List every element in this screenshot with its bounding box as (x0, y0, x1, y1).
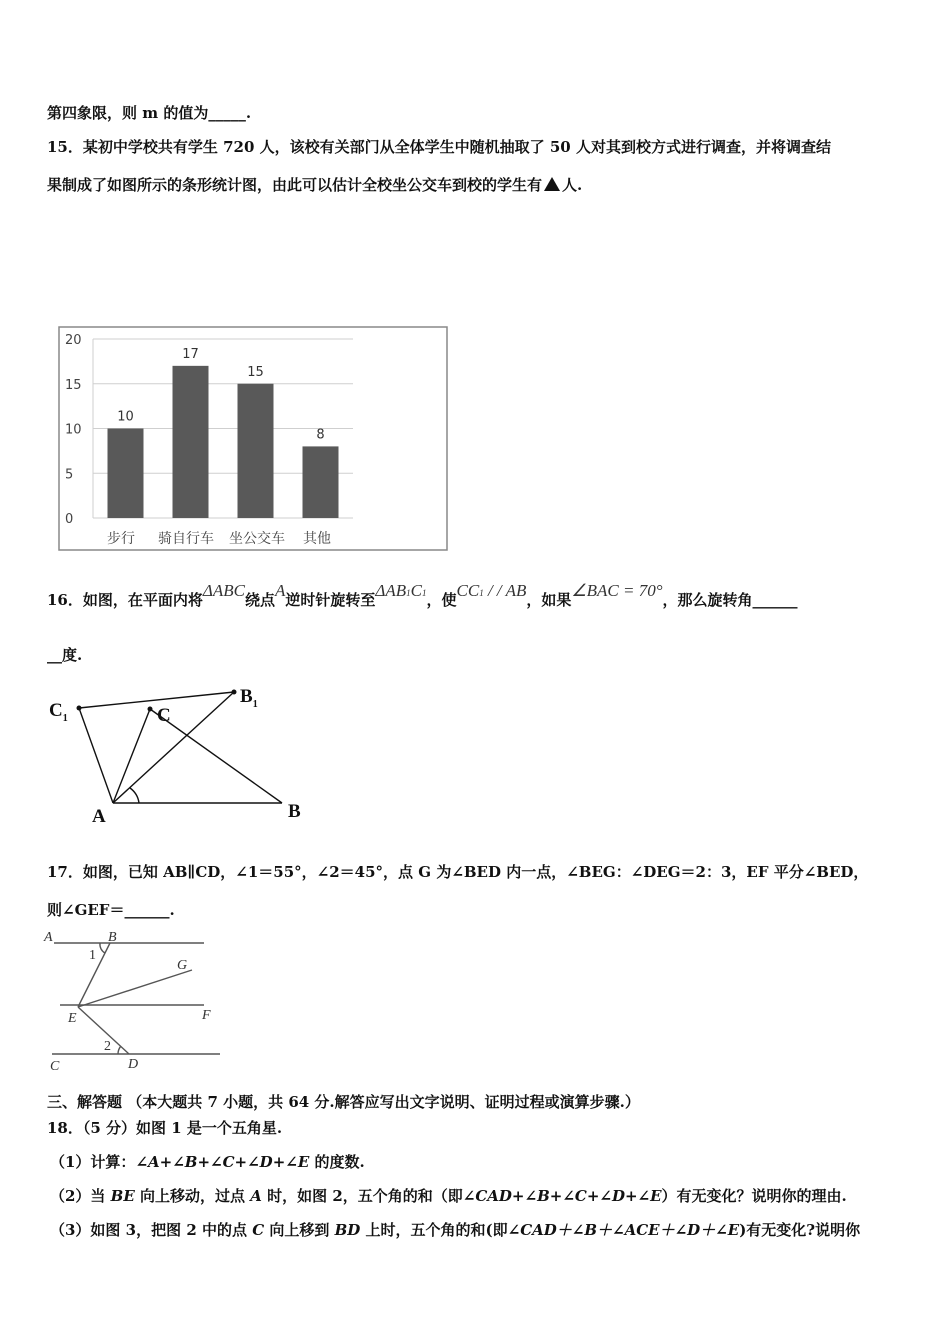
bar-3 (238, 384, 274, 518)
label-c1: $C_1$ (49, 700, 68, 724)
y-tick-label: 10 (65, 422, 82, 438)
label-angle-1: 1 (89, 948, 96, 963)
q16-m3s2: 1 (421, 588, 427, 598)
label-b: B (108, 930, 117, 945)
q18-s1-expr: ∠A+∠B+∠C+∠D+∠E (135, 1153, 310, 1171)
label-b: B (288, 801, 301, 822)
q18-s3-b: 向上移到 (264, 1221, 335, 1239)
q16-m3a: ΔAB (375, 581, 407, 600)
label-e: E (68, 1011, 77, 1026)
q18-s3-a: （3）如图 3，把图 2 中的点 (50, 1221, 253, 1239)
point-c (148, 707, 153, 712)
label-d: D (128, 1057, 139, 1072)
q18-s3-d: )有无变化?说明你 (739, 1221, 861, 1239)
x-tick-label: 其他 (303, 531, 331, 547)
q16-point-a: A (274, 581, 286, 600)
bar-2 (173, 366, 209, 518)
q16-p5: ，如果 (526, 591, 572, 609)
y-tick-label: 5 (65, 467, 74, 483)
q16-angle-bac: ∠BAC = 70° (571, 581, 663, 600)
angle-arc-1 (100, 943, 105, 953)
q15-line2 (47, 175, 582, 195)
q18-s1-post: 的度数. (309, 1153, 365, 1171)
q17-line1: 17．如图，已知 AB∥CD，∠1＝55°，∠2＝45°，点 G 为∠BED 内一点，∠BEG：∠DEG＝2：3，EF 平分∠BED， (47, 863, 869, 881)
q18-s2-be: BE (110, 1187, 135, 1205)
segment-a-b1 (113, 692, 234, 803)
q16-p2: 绕点 (244, 591, 275, 609)
q14-tail-text: 第四象限，则 m 的值为_____. (47, 104, 252, 122)
q16-m4s: 1 (479, 588, 484, 598)
q16-p1: 16．如图，在平面内将 (47, 591, 203, 609)
q16-line2: __度. (47, 646, 83, 664)
q18-s3-BD: BD (334, 1221, 361, 1239)
label-a: A (92, 806, 106, 824)
point-c1 (77, 706, 82, 711)
q16-triangle-abc: ΔABC (202, 581, 245, 600)
section3-heading: 三、解答题 （本大题共 7 小题，共 64 分.解答应写出文字说明、证明过程或演算步骤.） (47, 1093, 640, 1111)
q17-figure (42, 927, 222, 1077)
q18-s2-A: A (250, 1187, 262, 1205)
x-tick-label: 坐公交车 (229, 531, 285, 547)
q16-p6: ，那么旋转角______ (662, 591, 798, 609)
bar-chart (57, 326, 449, 552)
q18-s3-c: 上时，五个角的和(即 (360, 1221, 508, 1239)
y-tick-label: 0 (65, 512, 74, 527)
q18-s3-expr: ∠CAD＋∠B＋∠ACE＋∠D＋∠E (507, 1221, 740, 1239)
q18-s2-d: ）有无变化？说明你的理由. (661, 1187, 847, 1205)
segment-c1-a (79, 708, 113, 803)
answer-triangle-icon (544, 177, 560, 191)
label-c: C (157, 705, 171, 726)
label-f: F (202, 1008, 211, 1023)
data-label: 15 (247, 364, 264, 380)
q18-s2-c: 时，如图 2，五个角的和（即 (261, 1187, 463, 1205)
data-label: 17 (182, 346, 199, 362)
angle-arc-a (130, 788, 139, 803)
q18-s2-b: 向上移动，过点 (134, 1187, 251, 1205)
q16-m4b: / / AB (483, 581, 527, 600)
angle-arc-2 (118, 1046, 121, 1054)
q18-sub2 (50, 1186, 847, 1206)
point-b1 (232, 690, 237, 695)
q16-m4a: CC (456, 581, 480, 600)
y-tick-label: 20 (65, 333, 82, 348)
label-c: C (50, 1059, 60, 1074)
q15-line2-post: 人. (562, 176, 583, 194)
q18-s2-expr: ∠CAD+∠B+∠C+∠D+∠E (462, 1187, 662, 1205)
q16-m3s1: 1 (406, 588, 411, 598)
q16-m3b: C (410, 581, 422, 600)
x-tick-label: 步行 (107, 531, 135, 547)
q16-figure (42, 684, 312, 824)
y-tick-label: 15 (65, 377, 82, 393)
q16-triangle-ab1c1 (375, 581, 426, 600)
q16-p4: ，使 (426, 591, 457, 609)
q18-sub1 (50, 1152, 365, 1172)
bar-4 (303, 446, 339, 518)
data-label: 10 (117, 409, 134, 425)
q15-line1: 15．某初中学校共有学生 720 人，该校有关部门从全体学生中随机抽取了 50 人对其到校方式进行调查，并将调查结 (47, 138, 831, 156)
segment-e-g (78, 970, 192, 1007)
label-b1: $B_1$ (240, 686, 258, 710)
q15-line2-pre: 果制成了如图所示的条形统计图，由此可以估计全校坐公交车到校的学生有 (47, 176, 543, 194)
q17-line2: 则∠GEF＝______. (47, 901, 175, 919)
q16-p3: 逆时针旋转至 (285, 591, 376, 609)
q18-s3-C: C (252, 1221, 265, 1239)
bar-1 (108, 429, 144, 519)
q18-sub3 (50, 1220, 860, 1240)
q18-s2-a: （2）当 (50, 1187, 111, 1205)
q16-line1 (47, 581, 798, 612)
label-a: A (44, 930, 53, 945)
x-tick-label: 骑自行车 (158, 531, 214, 547)
q18-title: 18．（5 分）如图 1 是一个五角星. (47, 1119, 283, 1137)
q16-parallel (457, 581, 527, 600)
label-g: G (177, 958, 188, 973)
label-angle-2: 2 (104, 1039, 111, 1054)
data-label: 8 (316, 427, 325, 443)
q18-s1-pre: （1）计算： (50, 1153, 136, 1171)
